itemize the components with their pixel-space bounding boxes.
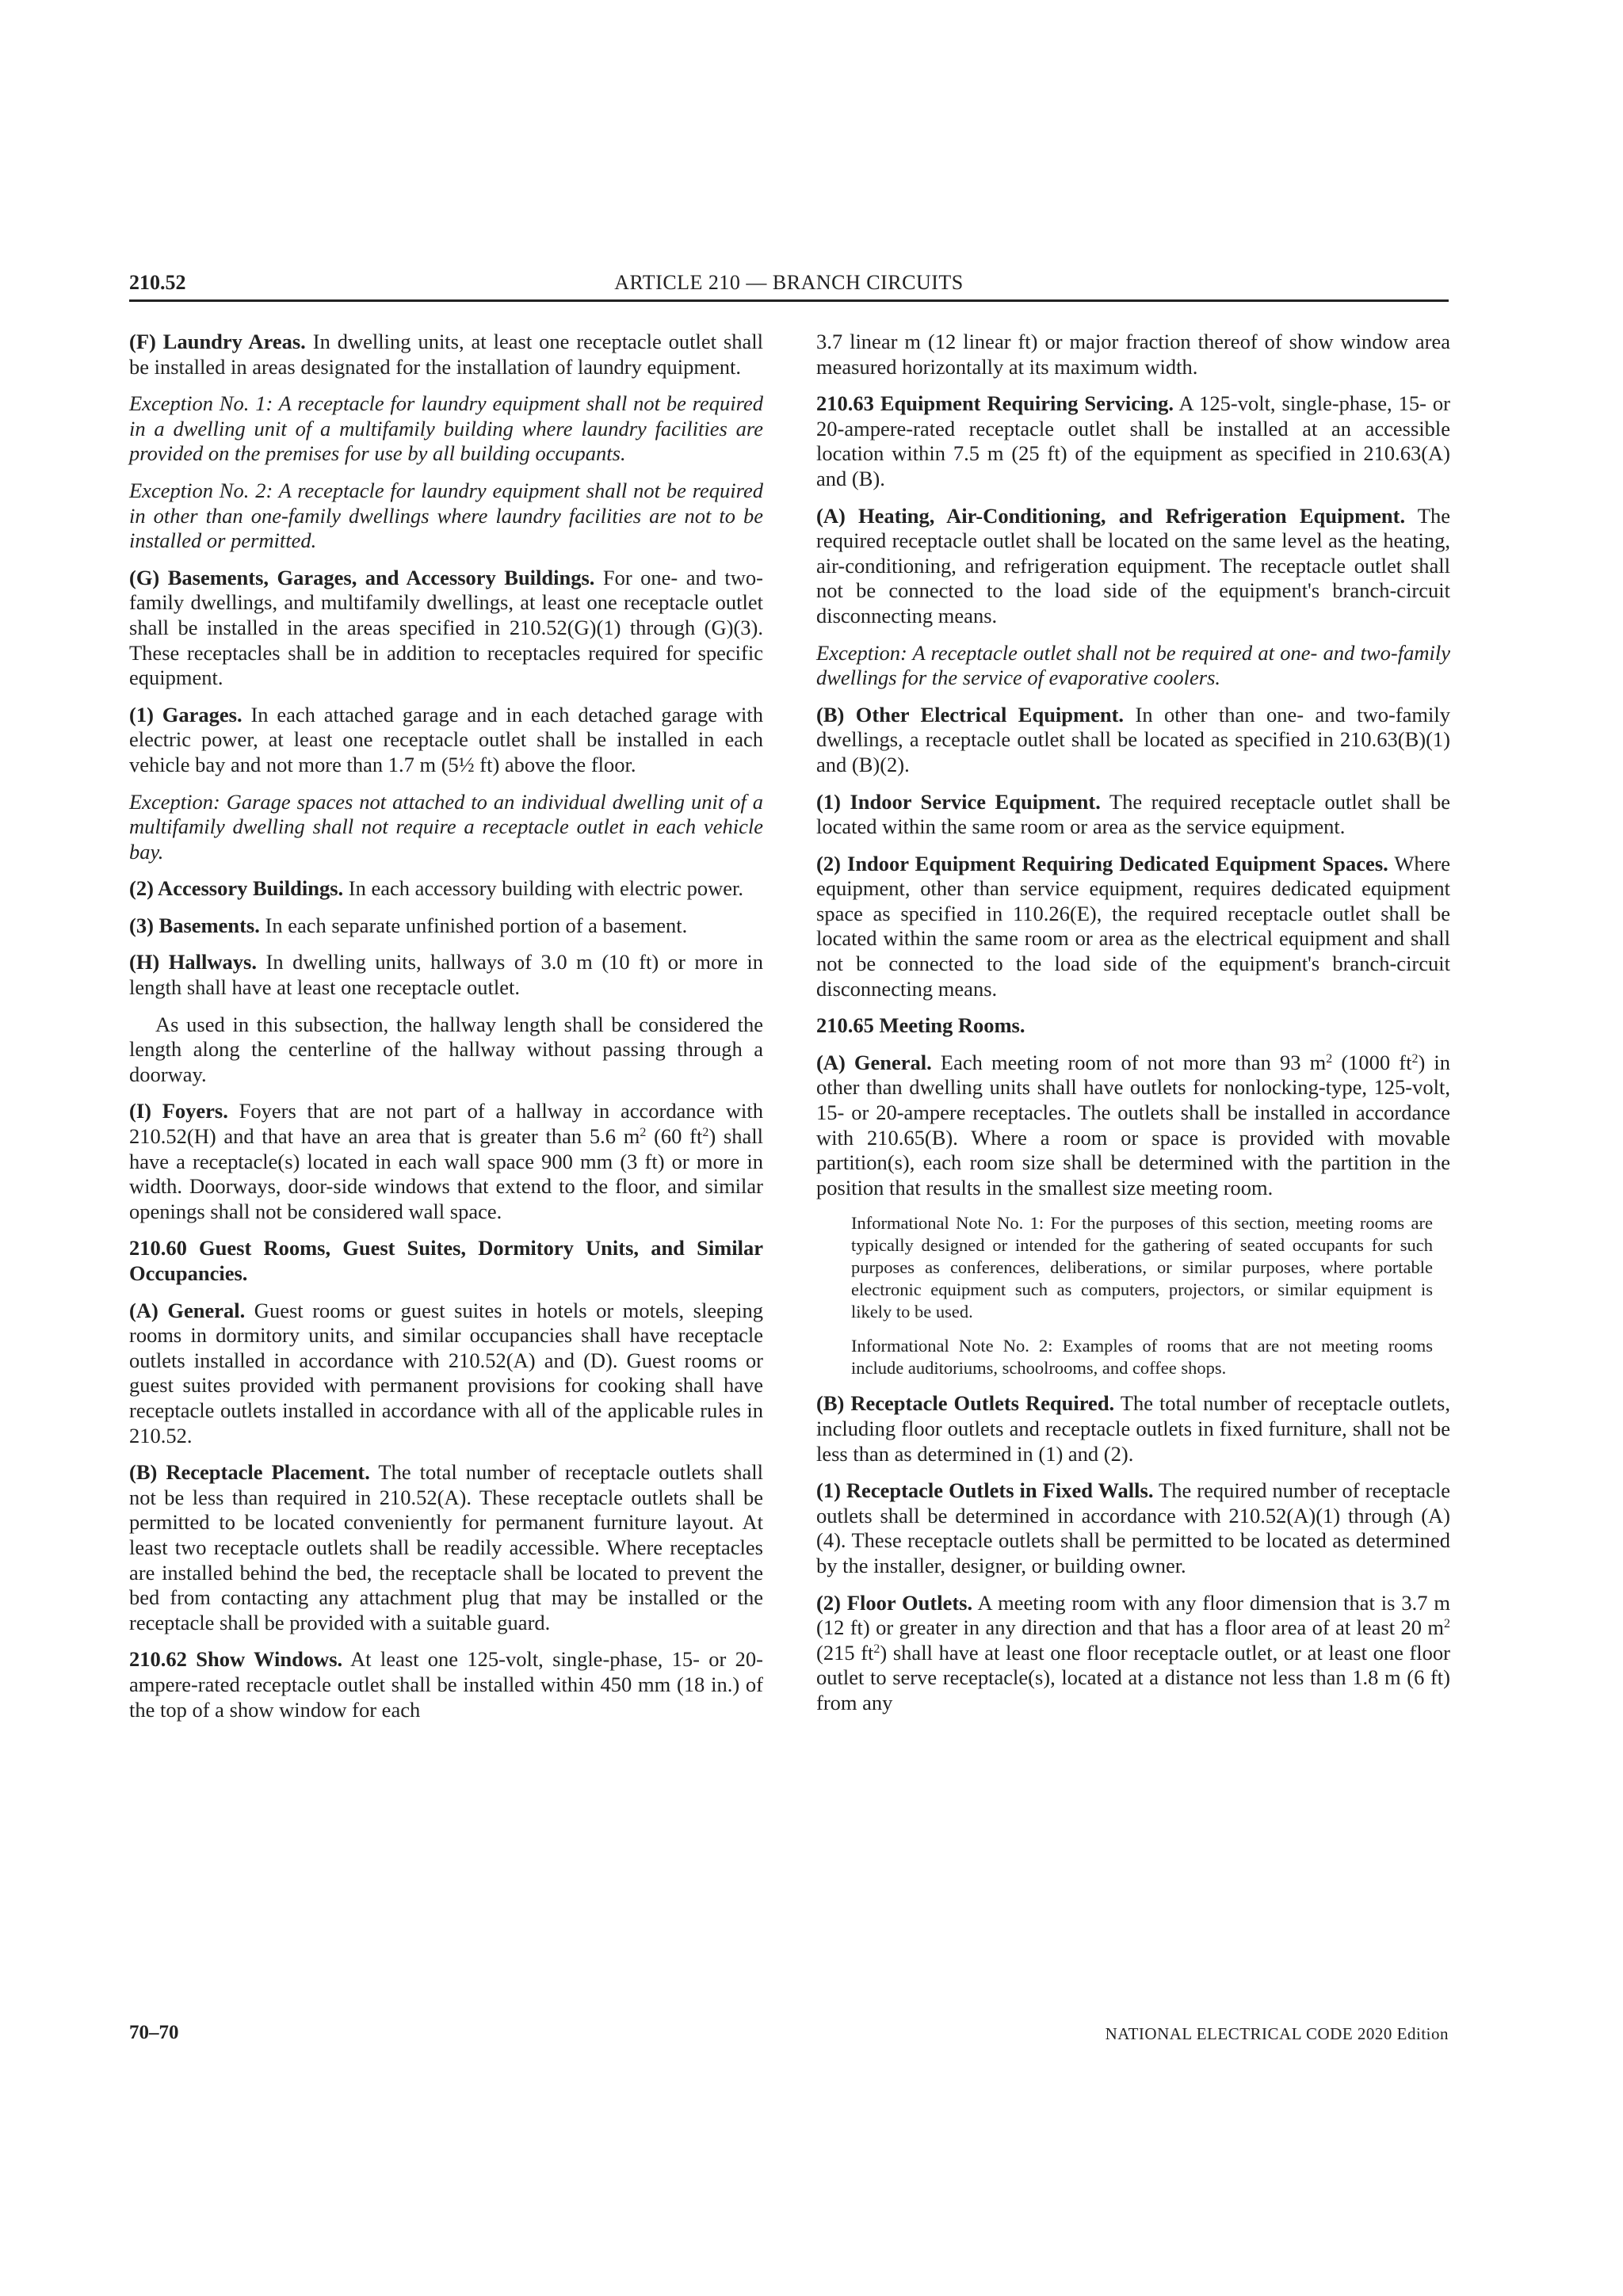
right-column: [816, 330, 1450, 1728]
header-section-number: 210.52: [129, 271, 186, 294]
exception-210-63-a: Exception: A receptacle outlet shall not be required at one- and two-family dwellings for the service of evaporative coolers.: [816, 640, 1450, 690]
para-accessory-buildings: [129, 876, 763, 902]
heading-accessory-buildings: (2) Accessory Buildings.: [129, 876, 344, 901]
heading-210-63: 210.63 Equipment Requiring Servicing.: [816, 391, 1174, 416]
para-garages: [129, 703, 763, 778]
text-accessory-buildings: In each accessory building with electric power.: [343, 876, 743, 901]
para-210-63-b-2: [816, 852, 1450, 1002]
para-210-62-continued: 3.7 linear m (12 linear ft) or major fraction thereof of show window area measured horizontally at its maximum width.: [816, 330, 1450, 379]
text-210-63-a: The required receptacle outlet shall be located on the same level as the heating, air-conditioning, and refrigeration equipment. The receptacle outlet shall not be connected to the load side of the equipment's branch-circuit disconnecting means.: [816, 503, 1450, 627]
para-basements: [129, 913, 763, 939]
heading-hallways: (H) Hallways.: [129, 950, 257, 974]
para-hallways: [129, 950, 763, 1000]
page-number: 70–70: [129, 2022, 179, 2043]
text-basements: In each separate unfinished portion of a basement.: [259, 913, 688, 937]
text-basements-garages: For one- and two-family dwellings, and multifamily dwellings, at least one receptacle outlet shall be installed in the areas specified in 210.52(G)(1) through (G)(3). These receptacles shall be in addition to receptacles required for specific equipment.: [129, 565, 763, 690]
superscript: 2: [1411, 1051, 1419, 1066]
heading-basements-garages: (G) Basements, Garages, and Accessory Buildings.: [129, 565, 595, 589]
heading-210-62: 210.62 Show Windows.: [129, 1647, 343, 1672]
text-foyers-b: (60 ft: [646, 1124, 703, 1149]
para-210-63-b: [816, 703, 1450, 778]
header-article-title: ARTICLE 210 — BRANCH CIRCUITS: [614, 271, 964, 294]
informational-note-2: Informational Note No. 2: Examples of rooms that are not meeting rooms include auditoriums, schoolrooms, and coffee shops.: [851, 1336, 1433, 1379]
superscript: 2: [1326, 1051, 1333, 1066]
left-column: [129, 330, 763, 1734]
text-210-62: At least one 125-volt, single-phase, 15- or 20-ampere-rated receptacle outlet shall be installed within 450 mm (18 in.) of the top of a show window for each: [129, 1647, 763, 1722]
para-210-65-b-1: [816, 1478, 1450, 1578]
informational-note-1: Informational Note No. 1: For the purposes of this section, meeting rooms are typically designed or intended for the gathering of seated occupants for such purposes as conferences, deliberations, or similar purposes, where portable electronic equipment such as computers, projectors, or similar equipment is likely to be used.: [851, 1213, 1433, 1322]
text-garages: In each attached garage and in each detached garage with electric power, at least one receptacle outlet shall be installed in each vehicle bay and not more than 1.7 m (5½ ft) above the floor.: [129, 702, 763, 776]
heading-210-65: 210.65 Meeting Rooms.: [816, 1013, 1025, 1038]
running-header: [129, 269, 1449, 302]
edition-footer: NATIONAL ELECTRICAL CODE 2020 Edition: [1105, 2024, 1449, 2043]
superscript: 2: [640, 1126, 647, 1140]
text-210-65-b-1: The required number of receptacle outlets shall be determined in accordance with 210.52(A)(1) through (A)(4). These receptacle outlets shall be permitted to be located as determined by the installer, designer, or building owner.: [816, 1478, 1450, 1577]
para-210-60-a: [129, 1299, 763, 1449]
heading-210-65-b-2: (2) Floor Outlets.: [816, 1590, 973, 1615]
text-210-65-b-2-c: ) shall have at least one floor receptacle outlet, or at least one floor outlet to serve receptacle(s), located at a distance not less than 1.8 m (6 ft) from any: [816, 1640, 1450, 1714]
text-210-63: A 125-volt, single-phase, 15- or 20-ampere-rated receptacle outlet shall be installed at an accessible location within 7.5 m (25 ft) of the equipment as specified in 210.63(A) and (B).: [816, 391, 1450, 490]
heading-210-65-b: (B) Receptacle Outlets Required.: [816, 1391, 1115, 1416]
text-210-63-b-1: The required receptacle outlet shall be located within the same room or area as the service equipment.: [816, 789, 1450, 839]
para-basements-garages: [129, 566, 763, 691]
heading-210-63-b: (B) Other Electrical Equipment.: [816, 702, 1125, 727]
superscript: 2: [1444, 1617, 1450, 1631]
para-210-63-a: [816, 504, 1450, 629]
para-laundry-areas: [129, 330, 763, 379]
heading-210-63-b-1: (1) Indoor Service Equipment.: [816, 789, 1101, 814]
text-210-60-b: The total number of receptacle outlets shall not be less than required in 210.52(A). These receptacle outlets shall be permitted to be located conveniently for permanent furniture layout. At least two receptacle outlets shall be readily accessible. Where receptacles are installed behind the bed, the receptacle shall be located to prevent the bed from contacting any attachment plug that may be installed or the receptacle shall be provided with a suitable guard.: [129, 1460, 763, 1634]
text-210-65-b-2-b: (215 ft: [816, 1640, 874, 1665]
heading-210-65-a: (A) General.: [816, 1050, 932, 1074]
heading-210-60: 210.60 Guest Rooms, Guest Suites, Dormitory Units, and Similar Occupancies.: [129, 1236, 763, 1285]
text-210-65-a-b: (1000 ft: [1332, 1050, 1412, 1074]
para-210-65-a: [816, 1051, 1450, 1201]
para-foyers: [129, 1099, 763, 1224]
para-210-65-b: [816, 1391, 1450, 1466]
heading-210-60-b: (B) Receptacle Placement.: [129, 1460, 370, 1485]
text-foyers-a: Foyers that are not part of a hallway in accordance with 210.52(H) and that have an area that is greater than 5.6 m: [129, 1099, 763, 1149]
para-hallway-length: As used in this subsection, the hallway length shall be considered the length along the centerline of the hallway without passing through a doorway.: [129, 1012, 763, 1086]
text-210-63-b: In other than one- and two-family dwellings, a receptacle outlet shall be located as specified in 210.63(B)(1) and (B)(2).: [816, 702, 1450, 776]
heading-210-63-b-2: (2) Indoor Equipment Requiring Dedicated Equipment Spaces.: [816, 851, 1388, 875]
exception-laundry-1: Exception No. 1: A receptacle for laundry equipment shall not be required in a dwelling unit of a multifamily building where laundry facilities are provided on the premises for use by all building occupants.: [129, 391, 763, 466]
text-210-65-a-c: ) in other than dwelling units shall have outlets for nonlocking-type, 125-volt, 15- or 20-ampere receptacles. The outlets shall be installed in accordance with 210.65(B). Where a room or space is provided with movable partition(s), each room size shall be determined with the partition in the position that results in the smallest size meeting room.: [816, 1050, 1451, 1199]
heading-210-60-a: (A) General.: [129, 1298, 246, 1322]
para-210-63: [816, 391, 1450, 491]
exception-garages: Exception: Garage spaces not attached to an individual dwelling unit of a multifamily dwelling shall not require a receptacle outlet in each vehicle bay.: [129, 789, 763, 864]
text-210-60-a: Guest rooms or guest suites in hotels or motels, sleeping rooms in dormitory units, and similar occupancies shall have receptacle outlets installed in accordance with 210.52(A) and (D). Guest rooms or guest suites provided with permanent provisions for cooking shall have receptacle outlets installed in accordance with all of the applicable rules in 210.52.: [129, 1298, 763, 1447]
text-foyers-c: ) shall have a receptacle(s) located in each wall space 900 mm (3 ft) or more in width. Doorways, door-side windows that extend to the floor, and similar openings shall not be considered wall space.: [129, 1124, 763, 1223]
para-210-60-b: [129, 1460, 763, 1635]
para-210-63-b-1: [816, 790, 1450, 840]
para-210-65-b-2: [816, 1591, 1450, 1716]
text-laundry-areas: In dwelling units, at least one receptacle outlet shall be installed in areas designated for the installation of laundry equipment.: [129, 330, 763, 379]
text-210-63-b-2: Where equipment, other than service equipment, requires dedicated equipment space as specified in 110.26(E), the required receptacle outlet shall be located within the same room or area as the electrical equipment and shall not be connected to the load side of the equipment's branch-circuit disconnecting means.: [816, 851, 1450, 1001]
text-hallways: In dwelling units, hallways of 3.0 m (10 ft) or more in length shall have at least one receptacle outlet.: [129, 950, 763, 1000]
exception-laundry-2: Exception No. 2: A receptacle for laundry equipment shall not be required in other than one-family dwellings where laundry facilities are not to be installed or permitted.: [129, 478, 763, 553]
text-210-65-a-a: Each meeting room of not more than 93 m: [931, 1050, 1327, 1074]
heading-garages: (1) Garages.: [129, 702, 242, 727]
heading-210-63-a: (A) Heating, Air-Conditioning, and Refrigeration Equipment.: [816, 503, 1406, 528]
heading-foyers: (I) Foyers.: [129, 1099, 228, 1123]
superscript: 2: [873, 1642, 880, 1656]
text-210-65-b-2-a: A meeting room with any floor dimension that is 3.7 m (12 ft) or greater in any direction and that has a floor area of at least 20 m: [816, 1590, 1450, 1640]
heading-210-65-b-1: (1) Receptacle Outlets in Fixed Walls.: [816, 1478, 1154, 1503]
superscript: 2: [702, 1126, 709, 1140]
text-210-65-b: The total number of receptacle outlets, including floor outlets and receptacle outlets in fixed furniture, shall not be less than as determined in (1) and (2).: [816, 1391, 1450, 1466]
heading-laundry-areas: (F) Laundry Areas.: [129, 330, 306, 353]
para-210-62: [129, 1647, 763, 1722]
heading-basements: (3) Basements.: [129, 913, 260, 937]
